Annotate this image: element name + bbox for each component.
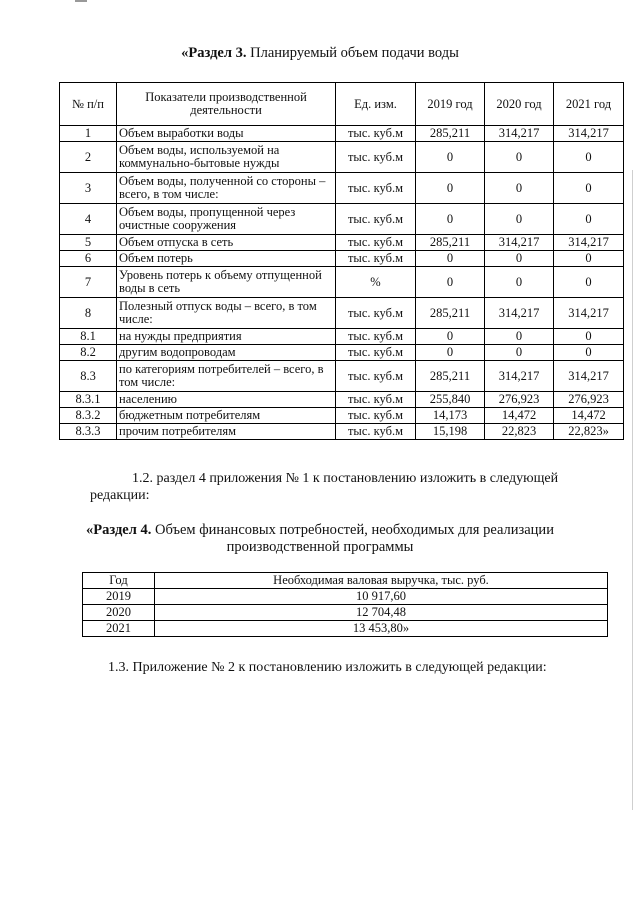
row-value-2021: 14,472 <box>554 408 624 424</box>
row-unit: тыс. куб.м <box>336 424 416 440</box>
table-row <box>60 361 624 392</box>
row-indicator: Уровень потерь к объему отпущенной воды в сеть <box>117 267 336 298</box>
paragraph-1-3: 1.3. Приложение № 2 к постановлению изложить в следующей редакции: <box>108 660 547 675</box>
col-header-2019: 2019 год <box>416 83 485 126</box>
row-indicator: Объем выработки воды <box>117 126 336 142</box>
col-header-2020: 2020 год <box>485 83 554 126</box>
section3-heading-text: Планируемый объем подачи воды <box>246 45 459 61</box>
row-number: 3 <box>60 173 117 204</box>
row-indicator: Полезный отпуск воды – всего, в том числе: <box>117 298 336 329</box>
row-value-2021: 0 <box>554 173 624 204</box>
row-value-2020: 314,217 <box>485 235 554 251</box>
row-unit: тыс. куб.м <box>336 251 416 267</box>
row-number: 8.3.2 <box>60 408 117 424</box>
row-value-2020: 0 <box>485 329 554 345</box>
row-unit: тыс. куб.м <box>336 235 416 251</box>
row-value-2020: 314,217 <box>485 126 554 142</box>
row-indicator: по категориям потребителей – всего, в том числе: <box>117 361 336 392</box>
row-value-2019: 0 <box>416 345 485 361</box>
row-value-2020: 314,217 <box>485 361 554 392</box>
table-row <box>83 605 608 621</box>
row-value-2019: 285,211 <box>416 298 485 329</box>
row-number: 6 <box>60 251 117 267</box>
table-row <box>60 126 624 142</box>
section4-heading-text: Объем финансовых потребностей, необходимых для реализации <box>151 522 554 538</box>
row-revenue: 12 704,48 <box>155 605 608 621</box>
row-number: 8.2 <box>60 345 117 361</box>
revenue-table <box>82 572 608 637</box>
row-indicator: бюджетным потребителям <box>117 408 336 424</box>
row-value-2019: 0 <box>416 251 485 267</box>
row-value-2019: 0 <box>416 329 485 345</box>
table-row <box>60 424 624 440</box>
row-indicator: Объем воды, полученной со стороны – всего, в том числе: <box>117 173 336 204</box>
col-header-unit: Ед. изм. <box>336 83 416 126</box>
row-indicator: Объем воды, пропущенной через очистные сооружения <box>117 204 336 235</box>
row-indicator: населению <box>117 392 336 408</box>
row-value-2019: 285,211 <box>416 361 485 392</box>
row-value-2019: 285,211 <box>416 126 485 142</box>
row-number: 1 <box>60 126 117 142</box>
table-row <box>60 408 624 424</box>
row-value-2020: 276,923 <box>485 392 554 408</box>
row-indicator: Объем потерь <box>117 251 336 267</box>
row-unit: тыс. куб.м <box>336 173 416 204</box>
row-value-2019: 0 <box>416 142 485 173</box>
row-value-2019: 14,173 <box>416 408 485 424</box>
row-unit: тыс. куб.м <box>336 392 416 408</box>
row-value-2020: 0 <box>485 267 554 298</box>
paragraph-1-2-line2: редакции: <box>90 488 150 503</box>
row-value-2019: 0 <box>416 204 485 235</box>
table-row <box>83 589 608 605</box>
row-value-2021: 0 <box>554 267 624 298</box>
row-value-2020: 0 <box>485 251 554 267</box>
row-value-2020: 314,217 <box>485 298 554 329</box>
col-header-number: № п/п <box>60 83 117 126</box>
row-value-2019: 0 <box>416 173 485 204</box>
row-unit: тыс. куб.м <box>336 126 416 142</box>
table-row <box>60 173 624 204</box>
row-year: 2019 <box>83 589 155 605</box>
row-revenue: 13 453,80» <box>155 621 608 637</box>
col-header-2021: 2021 год <box>554 83 624 126</box>
row-unit: тыс. куб.м <box>336 361 416 392</box>
row-value-2020: 0 <box>485 173 554 204</box>
row-unit: тыс. куб.м <box>336 408 416 424</box>
row-value-2019: 285,211 <box>416 235 485 251</box>
row-number: 5 <box>60 235 117 251</box>
row-number: 8 <box>60 298 117 329</box>
row-indicator: прочим потребителям <box>117 424 336 440</box>
table-row <box>60 298 624 329</box>
section3-heading-bold: «Раздел 3. <box>181 45 247 61</box>
table-row <box>60 142 624 173</box>
row-value-2021: 0 <box>554 345 624 361</box>
row-value-2021: 0 <box>554 251 624 267</box>
row-unit: тыс. куб.м <box>336 298 416 329</box>
row-value-2020: 22,823 <box>485 424 554 440</box>
row-revenue: 10 917,60 <box>155 589 608 605</box>
row-unit: тыс. куб.м <box>336 329 416 345</box>
row-value-2020: 0 <box>485 204 554 235</box>
row-unit: тыс. куб.м <box>336 142 416 173</box>
water-supply-table-header <box>60 83 624 126</box>
row-number: 8.1 <box>60 329 117 345</box>
table-row <box>60 392 624 408</box>
table-row <box>60 329 624 345</box>
water-supply-table <box>59 82 624 440</box>
row-number: 8.3.3 <box>60 424 117 440</box>
row-value-2021: 0 <box>554 204 624 235</box>
row-unit: тыс. куб.м <box>336 204 416 235</box>
row-indicator: Объем отпуска в сеть <box>117 235 336 251</box>
row-number: 7 <box>60 267 117 298</box>
section3-heading <box>0 45 640 62</box>
table-row <box>60 204 624 235</box>
table-row <box>60 345 624 361</box>
paragraph-1-2-line1: 1.2. раздел 4 приложения № 1 к постановлению изложить в следующей <box>132 471 559 486</box>
row-year: 2020 <box>83 605 155 621</box>
col-header-year: Год <box>83 573 155 589</box>
row-value-2020: 0 <box>485 142 554 173</box>
row-value-2020: 0 <box>485 345 554 361</box>
row-number: 2 <box>60 142 117 173</box>
row-value-2021: 276,923 <box>554 392 624 408</box>
row-year: 2021 <box>83 621 155 637</box>
row-value-2021: 22,823» <box>554 424 624 440</box>
scan-edge-line <box>632 170 633 810</box>
row-value-2021: 314,217 <box>554 235 624 251</box>
section4-heading <box>0 522 640 539</box>
table-row <box>60 235 624 251</box>
row-value-2019: 0 <box>416 267 485 298</box>
table-row <box>83 621 608 637</box>
revenue-table-header <box>83 573 608 589</box>
row-value-2021: 0 <box>554 329 624 345</box>
row-value-2021: 314,217 <box>554 298 624 329</box>
col-header-revenue: Необходимая валовая выручка, тыс. руб. <box>155 573 608 589</box>
row-unit: % <box>336 267 416 298</box>
row-value-2021: 0 <box>554 142 624 173</box>
row-value-2021: 314,217 <box>554 361 624 392</box>
row-indicator: на нужды предприятия <box>117 329 336 345</box>
row-value-2019: 255,840 <box>416 392 485 408</box>
col-header-indicator: Показатели производственной деятельности <box>117 83 336 126</box>
row-number: 8.3.1 <box>60 392 117 408</box>
scan-mark <box>75 0 87 2</box>
row-unit: тыс. куб.м <box>336 345 416 361</box>
table-row <box>60 267 624 298</box>
row-value-2019: 15,198 <box>416 424 485 440</box>
table-row <box>60 251 624 267</box>
section4-heading-bold: «Раздел 4. <box>86 522 152 538</box>
row-indicator: Объем воды, используемой на коммунально-бытовые нужды <box>117 142 336 173</box>
section4-heading-line2: производственной программы <box>226 539 414 555</box>
row-number: 4 <box>60 204 117 235</box>
row-number: 8.3 <box>60 361 117 392</box>
row-value-2021: 314,217 <box>554 126 624 142</box>
row-value-2020: 14,472 <box>485 408 554 424</box>
row-indicator: другим водопроводам <box>117 345 336 361</box>
